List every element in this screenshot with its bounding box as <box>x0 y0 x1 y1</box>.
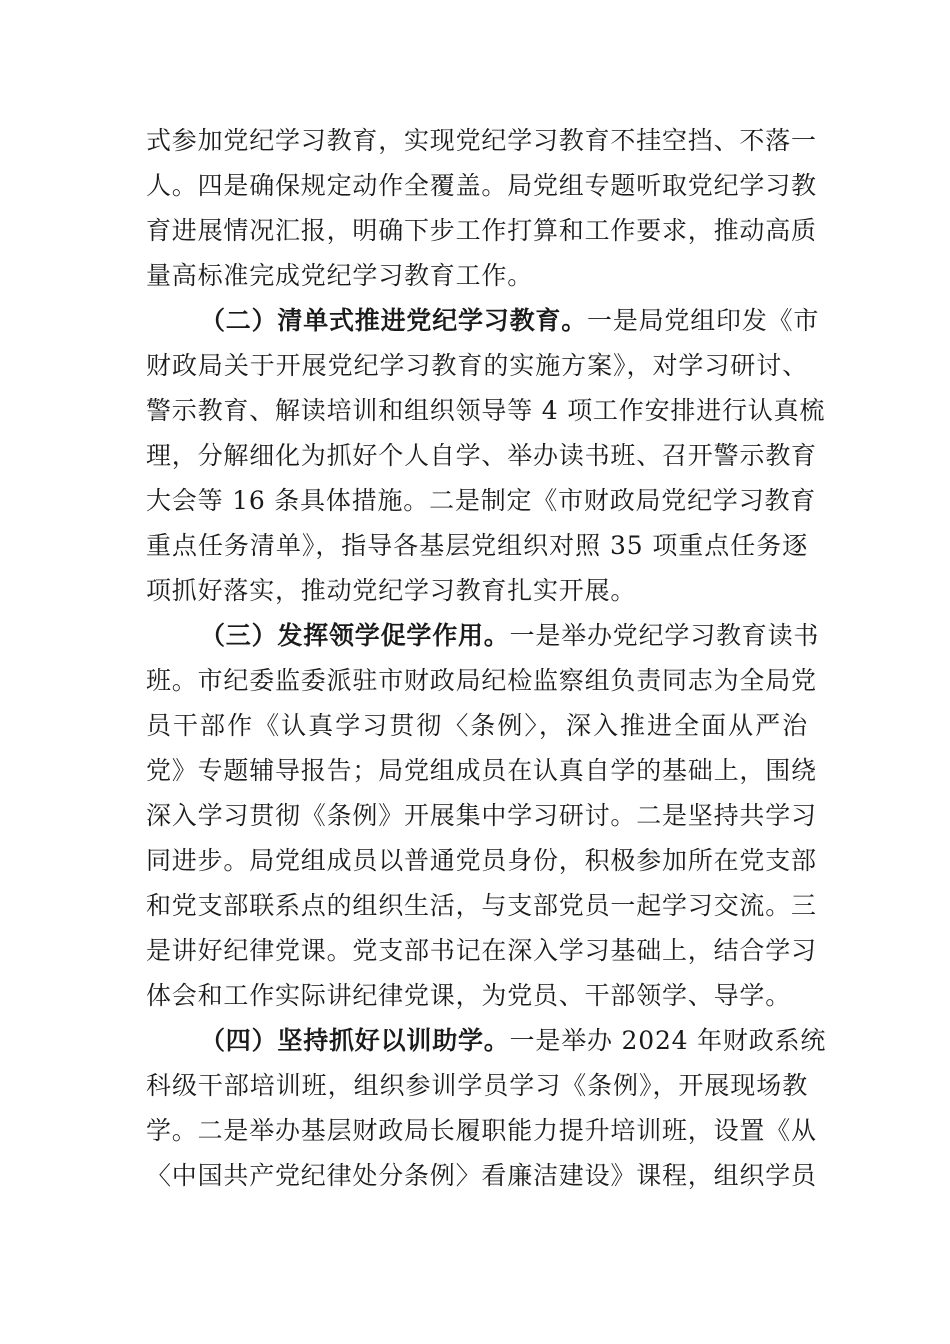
text-line <box>146 208 817 253</box>
text-line <box>146 883 817 928</box>
body-text: 财政局关于开展党纪学习教育的实施方案》，对学习研讨、 <box>146 351 808 380</box>
body-text: 一是举办 2024 年财政系统 <box>509 1026 827 1055</box>
body-text: 体会和工作实际讲纪律党课，为党员、干部领学、导学。 <box>146 981 792 1010</box>
text-line <box>146 163 817 208</box>
text-line <box>146 388 826 433</box>
body-text: 一是局党组印发《市 <box>587 306 820 335</box>
body-text: 员干部作《认真学习贯彻〈条例〉，深入推进全面从严治 <box>146 711 808 740</box>
body-text: 深入学习贯彻《条例》开展集中学习研讨。二是坚持共学习 <box>146 801 817 830</box>
body-text: 科级干部培训班，组织参训学员学习《条例》，开展现场教 <box>146 1071 808 1100</box>
text-line <box>146 1108 817 1153</box>
text-line <box>146 298 820 343</box>
section-heading: （二）清单式推进党纪学习教育。 <box>200 306 588 335</box>
text-line <box>146 253 808 298</box>
text-line <box>146 1153 817 1198</box>
text-line <box>146 478 817 523</box>
text-line <box>146 118 817 163</box>
body-text: 量高标准完成党纪学习教育工作。 <box>146 261 534 290</box>
body-text: 学。二是举办基层财政局长履职能力提升培训班，设置《从 <box>146 1116 817 1145</box>
body-text: 和党支部联系点的组织生活，与支部党员一起学习交流。三 <box>146 891 817 920</box>
text-line <box>146 1018 827 1063</box>
text-line <box>146 703 808 748</box>
body-text: 项抓好落实，推动党纪学习教育扎实开展。 <box>146 576 637 605</box>
paragraph <box>146 298 826 613</box>
paragraph <box>146 613 820 1018</box>
text-line <box>146 658 817 703</box>
text-line <box>146 343 808 388</box>
text-line <box>146 838 817 883</box>
text-line <box>146 748 817 793</box>
body-text: 同进步。局党组成员以普通党员身份，积极参加所在党支部 <box>146 846 817 875</box>
body-text: 是讲好纪律党课。党支部书记在深入学习基础上，结合学习 <box>146 936 817 965</box>
body-text: 一是举办党纪学习教育读书 <box>509 621 820 650</box>
paragraph <box>146 118 817 298</box>
text-line <box>146 793 817 838</box>
body-text: 式参加党纪学习教育，实现党纪学习教育不挂空挡、不落一 <box>146 126 817 155</box>
body-text: 理，分解细化为抓好个人自学、举办读书班、召开警示教育 <box>146 441 817 470</box>
body-text: 大会等 16 条具体措施。二是制定《市财政局党纪学习教育 <box>146 486 817 515</box>
section-heading: （三）发挥领学促学作用。 <box>200 621 510 650</box>
text-line <box>146 568 808 613</box>
body-text: 人。四是确保规定动作全覆盖。局党组专题听取党纪学习教 <box>146 171 817 200</box>
body-text: 育进展情况汇报，明确下步工作打算和工作要求，推动高质 <box>146 216 817 245</box>
paragraph <box>146 1018 827 1198</box>
section-heading: （四）坚持抓好以训助学。 <box>200 1026 510 1055</box>
text-line <box>146 928 817 973</box>
text-line <box>146 1063 808 1108</box>
body-text: 〈中国共产党纪律处分条例〉看廉洁建设》课程，组织学员 <box>146 1161 817 1190</box>
text-line <box>146 973 808 1018</box>
text-line <box>146 433 817 478</box>
text-line <box>146 523 808 568</box>
body-text: 党》专题辅导报告；局党组成员在认真自学的基础上，围绕 <box>146 756 817 785</box>
body-text: 警示教育、解读培训和组织领导等 4 项工作安排进行认真梳 <box>146 396 826 425</box>
text-line <box>146 613 820 658</box>
body-text: 重点任务清单》，指导各基层党组织对照 35 项重点任务逐 <box>146 531 808 560</box>
body-text: 班。市纪委监委派驻市财政局纪检监察组负责同志为全局党 <box>146 666 817 695</box>
document-body <box>146 118 827 1198</box>
